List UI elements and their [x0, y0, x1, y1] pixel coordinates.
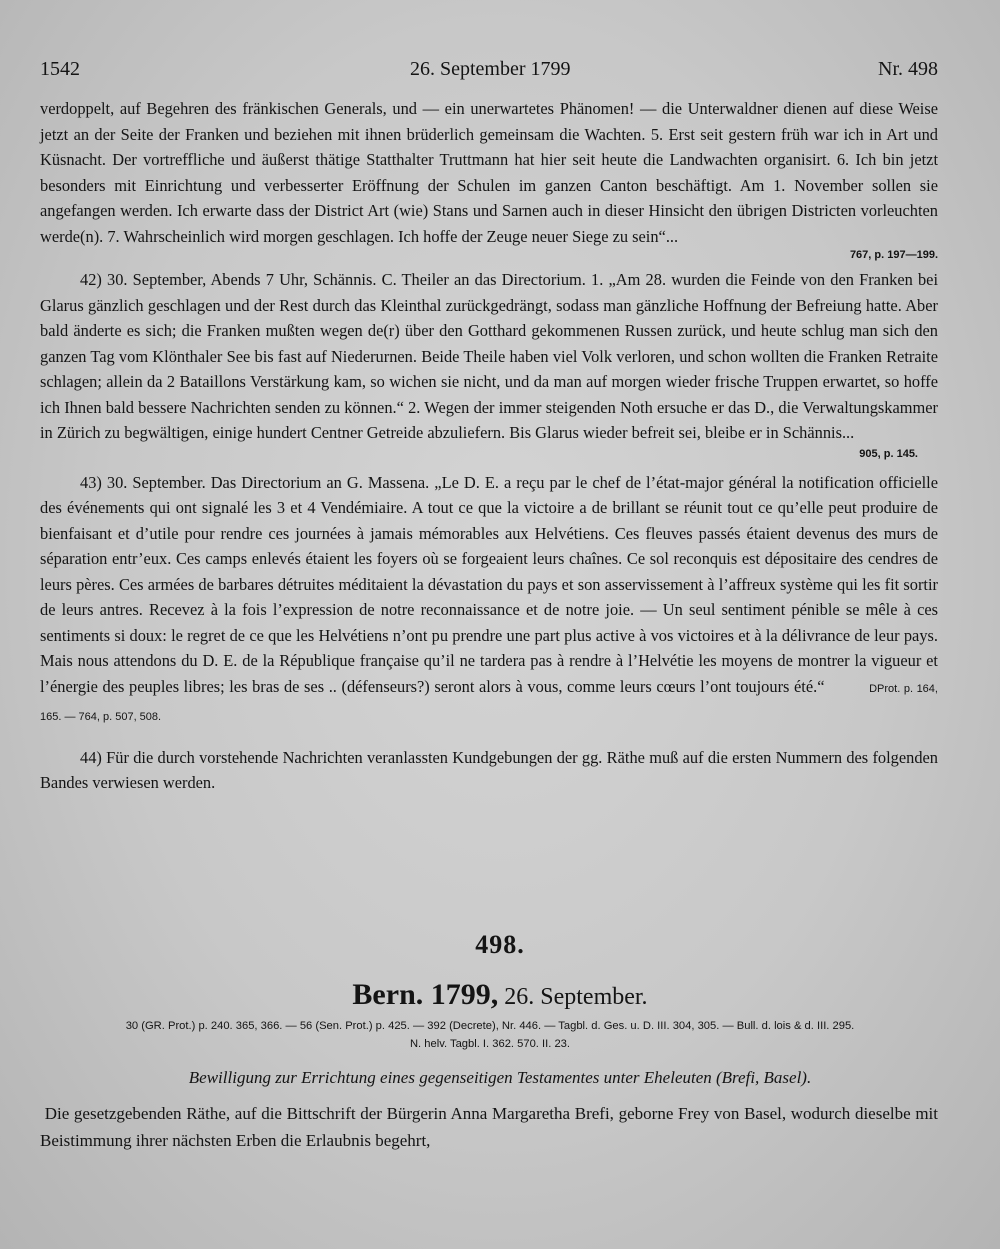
document-date: 26. September.: [504, 984, 648, 1010]
document-heading: [0, 978, 1000, 1012]
sources-line: 30 (GR. Prot.) p. 240. 365, 366. — 56 (Sen. Prot.) p. 425. — 392 (Decrete), Nr. 446. — Tagbl. d. Ges. u. D. III. 304, 305. — Bull. d. lois & d. III. 295.: [125, 1020, 855, 1032]
paragraph-44: [40, 745, 938, 796]
paragraph-text: 42) 30. September, Abends 7 Uhr, Schännis. C. Theiler an das Directorium. 1. „Am 28. wurden die Feinde von den Franken bei Glarus gänzlich geschlagen und der Rest durch das Kleinthal zurückgedrängt, sodass man gänzliche Hoffnung der Befreiung hatte. Aber bald änderte es sich; die Franken mußten wegen de(r) über den Gotthard gekommenen Russen zurück, und heute schlug man sich den ganzen Tag vom Klönthaler See bis fast auf Niederurnen. Beide Theile haben viel Volk verloren, und schon wollten die Franken Retraite schlagen; allein da 2 Bataillons Verstärkung kam, so wichen sie nicht, und da man auf morgen wieder frische Truppen erwartet, so hoffe ich Ihnen bald bessere Nachrichten senden zu können.“ 2. Wegen der immer steigenden Noth ersuche er das D., die Verwaltungskammer in Zürich zu begwältigen, einige hundert Centner Getreide abzuliefern. Bis Glarus wieder befreit sei, bleibe er in Schännis...: [40, 270, 938, 442]
document-subject: Bewilligung zur Errichtung eines gegenseitigen Testamentes unter Eheleuten (Brefi, Basel).: [188, 1068, 812, 1087]
page-header: [40, 58, 938, 88]
source-reference: DProt. p. 164, 165. — 764, p. 507, 508.: [40, 682, 938, 723]
document-place-year: Bern. 1799,: [352, 978, 499, 1011]
paragraph-43: [40, 470, 938, 731]
paragraph-text: Die gesetzgebenden Räthe, auf die Bittschrift der Bürgerin Anna Margaretha Brefi, geborne Frey von Basel, wodurch dieselbe mit Beistimmung ihrer nächsten Erben die Erlaubnis begehrt,: [40, 1104, 939, 1150]
sources-line: N. helv. Tagbl. I. 362. 570. II. 23.: [409, 1038, 571, 1050]
paragraph-text: 43) 30. September. Das Directorium an G. Massena. „Le D. E. a reçu par le chef de l’état-major général la notification officielle des événements qui ont signalé les 3 et 4 Vendémiaire. A tout ce que la victoire a de brillant se réunit tout ce qu’elle peut produire de bienfaisant et d’utile pour rendre ces journées à jamais mémorables aux Helvétiens. Ces fleuves passés étaient devenus des murs de séparation entr’eux. Ces camps enlevés étaient les foyers où se forgeaient leurs chaînes. Ce sol reconquis est dépositaire des cendres de leurs pères. Ces armées de barbares détruites méditaient la dévastation du pays et son asservissement à l’affreux système qui les fit sortir de leurs antres. Recevez à la fois l’expression de notre reconnaissance et de notre joie. — Un seul sentiment pénible se mêle à ces sentiments si doux: le regret de ce que les Helvétiens n’ont pu prendre une part plus active à vos victoires et à la délivrance de leur pays. Mais nous attendons du D. E. de la République française qu’il ne tardera pas à rendre à l’Helvétie les moyens de montrer la vigueur et l’énergie des peuples libres; les bras de ses .. (défenseurs?) seront alors à vous, comme leurs cœurs l’ont toujours été.“: [40, 472, 938, 696]
header-doc-number: Nr. 498: [878, 58, 938, 80]
paragraph-text: 44) Für die durch vorstehende Nachrichten veranlassten Kundgebungen der gg. Räthe muß auf die ersten Nummern des folgenden Bandes verwiesen werden.: [40, 747, 938, 792]
page-number: 1542: [40, 58, 80, 80]
header-date: 26. September 1799: [410, 58, 571, 80]
body-text: [40, 96, 938, 796]
document-opening-text: [40, 1100, 938, 1154]
document-number: 498.: [475, 930, 525, 959]
source-reference: 767, p. 197—199.: [849, 249, 938, 261]
paragraph-text: verdoppelt, auf Begehren des fränkischen Generals, und — ein unerwartetes Phänomen! — die Unterwaldner dienen auf diese Weise jetzt an der Seite der Franken und beziehen mit ihnen brüderlich gemeinsam die Wachten. 5. Erst seit gestern früh war ich in Art und Küsnacht. Der vortreffliche und äußerst thätige Statthalter Truttmann hat hier seit heute die Landwachten organisirt. 6. Ich bin jetzt besonders mit Einrichtung und verbesserter Eröffnung der Schulen im ganzen Canton beschäftigt. Am 1. November sollen sie angefangen werden. Ich erwarte dass der District Art (wie) Stans und Sarnen auch in dieser Hinsicht den übrigen Districten vorleuchten werde(n). 7. Wahrscheinlich wird morgen geschlagen. Ich hoffe der Zeuge neuer Siege zu sein“...: [40, 99, 938, 246]
sources-block: [30, 1017, 950, 1053]
source-reference: 905, p. 145.: [859, 447, 918, 460]
paragraph-continuation: [40, 96, 938, 249]
paragraph-42: [40, 267, 938, 446]
